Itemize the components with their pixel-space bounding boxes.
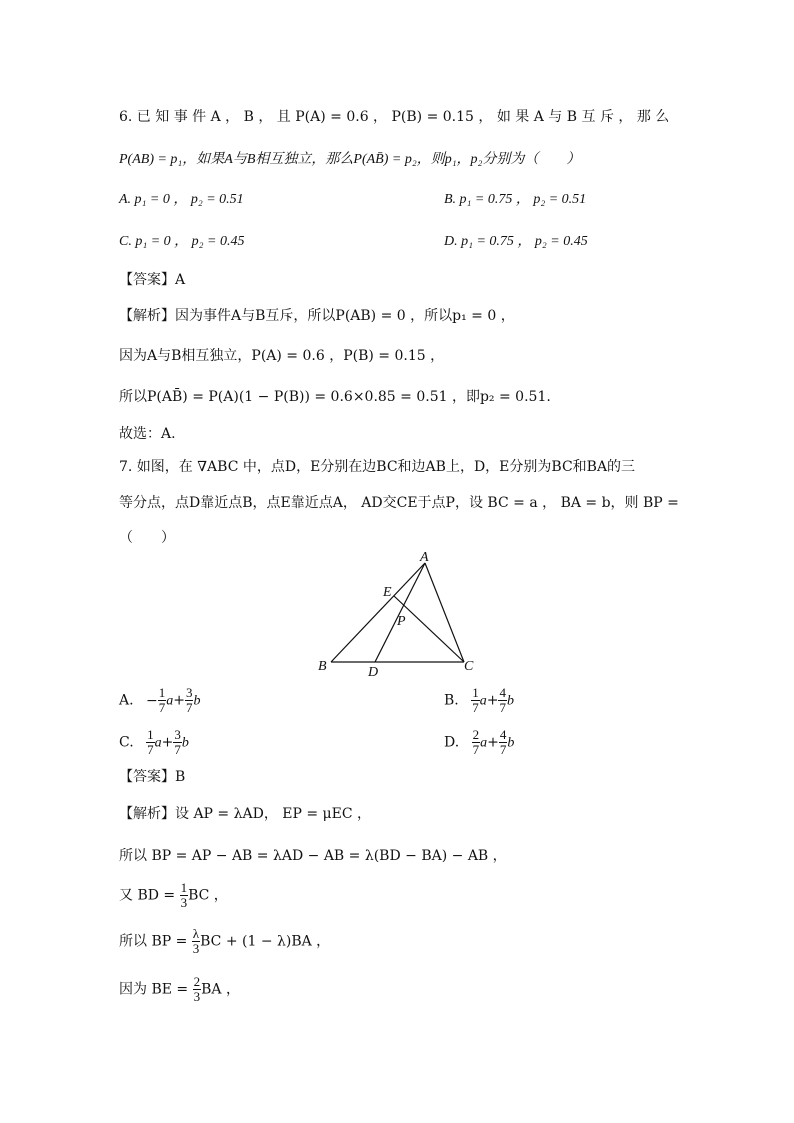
q6-option-b: B. p₁ = 0.75 ， p₂ = 0.51 (444, 192, 587, 207)
label-b: B (318, 659, 327, 674)
q7-option-a-vec-b: b (193, 693, 201, 709)
q7-option-b-label: B. (444, 692, 459, 709)
q6-analysis-line3: 所以P(AB̄) = P(A)(1 − P(B)) = 0.6×0.85 = 0.51 ，即p₂ = 0.51. (119, 389, 551, 405)
q7-option-c-frac1: $\frac{1}{7}$ (147, 727, 154, 757)
q6-analysis-line1: 【解析】因为事件A与B互斥，所以P(AB) = 0 ，所以p₁ = 0 ， (119, 308, 515, 324)
q7-option-c: C. $\frac{1}{7}$ a+ $\frac{3}{7}$ b (119, 727, 189, 757)
q7-option-a-frac1: $\frac{1}{7}$ (158, 685, 166, 715)
q6-stem-line1: 6. 已 知 事 件 A ， B ， 且 P(A) = 0.6 ， P(B) = 0.15 ， 如 果 A 与 B 互 斥 ， 那 么 (119, 109, 670, 125)
q7-analysis-frac-be: $\frac{2}{3}$ (193, 974, 201, 1004)
q7-option-d: D. $\frac{2}{7}$ a+ $\frac{4}{7}$ b (444, 727, 515, 757)
q6-stem-line2: P(AB) = p₁，如果A与B相互独立，那么P(AB̄) = p₂，则p₁，p₂分别为（ ） (119, 152, 581, 167)
segment-ec (394, 596, 464, 662)
q7-option-d-label: D. (444, 734, 460, 751)
segment-ad (375, 563, 425, 662)
q7-option-b-frac1: $\frac{1}{7}$ (472, 685, 479, 715)
q6-analysis-line4: 故选：A. (119, 426, 176, 442)
q7-analysis-line5: 因为 BE = $\frac{2}{3}$ BA ， (119, 974, 240, 1004)
q6-analysis-line2: 因为A与B相互独立，P(A) = 0.6 ，P(B) = 0.15 ， (119, 348, 445, 364)
q6-option-a: A. p₁ = 0 ， p₂ = 0.51 (119, 192, 244, 207)
q7-option-a-vec-a: a (166, 693, 174, 709)
q7-option-b: B. $\frac{1}{7}$ a+ $\frac{4}{7}$ b (444, 685, 514, 715)
q7-option-b-frac2: $\frac{4}{7}$ (499, 685, 506, 715)
q7-analysis-line1: 【解析】设 AP = λAD， EP = μEC ， (119, 806, 372, 822)
label-e: E (383, 585, 392, 600)
q7-stem-line2: 等分点，点D靠近点B，点E靠近点A， AD交CE于点P，设 BC = a ， BA = b，则 BP = (119, 495, 679, 511)
q6-option-d: D. p₁ = 0.75 ， p₂ = 0.45 (444, 234, 588, 249)
label-a: A (420, 550, 429, 565)
q6-answer: 【答案】A (119, 272, 186, 288)
q7-option-c-label: C. (119, 734, 134, 751)
q7-option-a: A. − $\frac{1}{7}$ a+ $\frac{3}{7}$ b (119, 685, 201, 715)
side-ac (425, 563, 464, 662)
q7-answer: 【答案】B (119, 769, 186, 785)
label-p: P (397, 614, 406, 629)
label-d: D (368, 665, 379, 680)
q7-analysis-line4: 所以 BP = $\frac{\lambda}{3}$ BC + (1 − λ)BA ， (119, 926, 331, 956)
q7-stem-line3: （ ） (119, 530, 175, 546)
q7-analysis-line2: 所以 BP = AP − AB = λAD − AB = λ(BD − BA) − AB ， (119, 848, 507, 864)
q7-option-a-sign: − (146, 692, 158, 709)
q6-option-c: C. p₁ = 0 ， p₂ = 0.45 (119, 234, 245, 249)
q7-option-c-frac2: $\frac{3}{7}$ (174, 727, 181, 757)
q7-option-d-frac1: $\frac{2}{7}$ (472, 727, 480, 757)
q7-analysis-line3: 又 BD = $\frac{1}{3}$ BC ， (119, 880, 228, 910)
q7-option-d-frac2: $\frac{4}{7}$ (499, 727, 507, 757)
q7-analysis-frac-bd: $\frac{1}{3}$ (180, 880, 188, 910)
q7-analysis-frac-bp: $\frac{\lambda}{3}$ (192, 926, 200, 956)
q7-option-a-label: A. (119, 692, 134, 709)
q7-option-a-frac2: $\frac{3}{7}$ (185, 685, 193, 715)
label-c: C (464, 659, 474, 674)
q7-stem-line1: 7. 如图，在 ∇ABC 中，点D，E分别在边BC和边AB上，D，E分别为BC和BA的三 (119, 459, 636, 475)
triangle-figure (300, 550, 500, 680)
